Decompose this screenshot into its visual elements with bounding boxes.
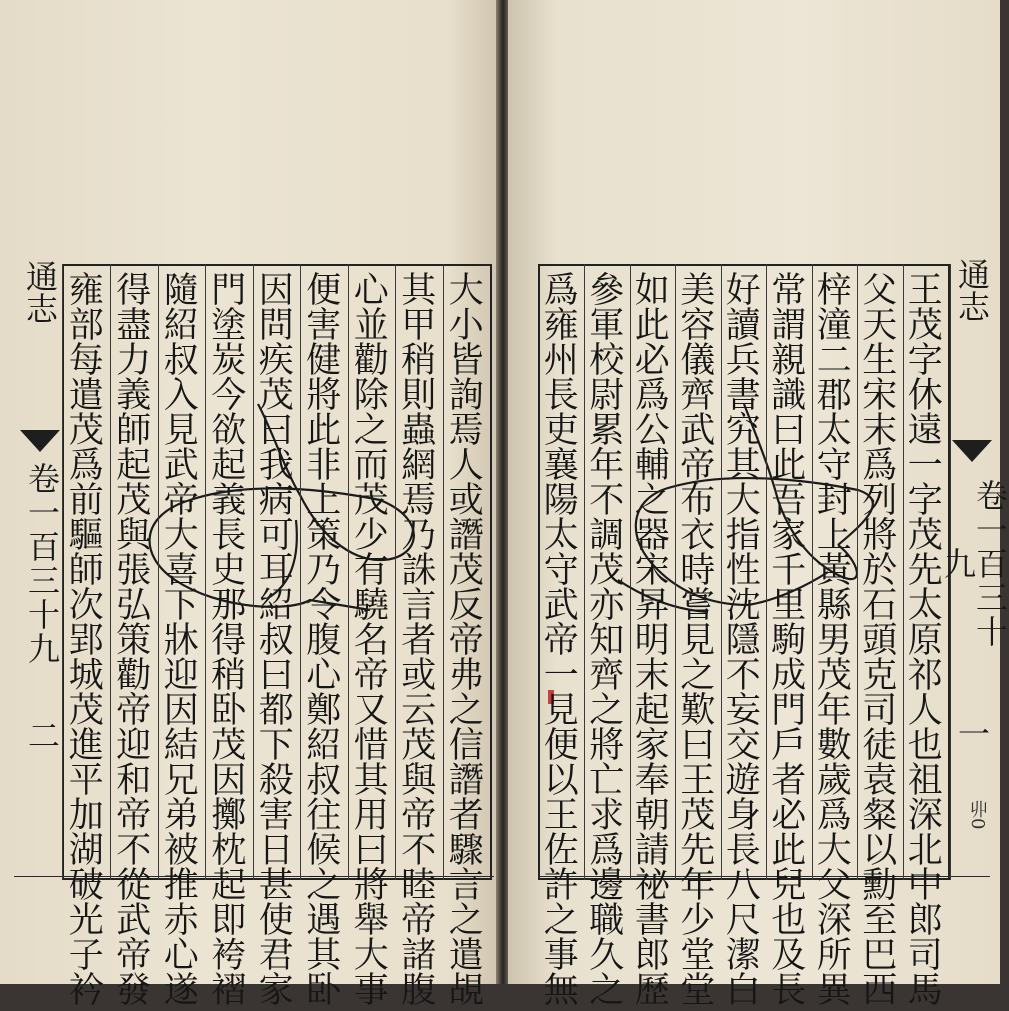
column-divider (766, 264, 767, 880)
margin-volume-text: 卷一百三十九 (23, 462, 61, 666)
column-divider (253, 264, 254, 880)
text-column: 其 甲 稍 則 蟲 網 焉 乃 誅 言 者 或 云 茂 與 帝 不 睦 帝 諸 腹 (401, 271, 437, 1011)
text-column: 如 此 必 爲 公 輔 之 器 宋 昇 明 末 起 家 奉 朝 請 祕 書 郎 歷 (634, 271, 670, 1011)
text-column: 王 茂 字 休 遠 一 字 茂 先 太 原 祁 人 也 祖 深 北 中 郎 司 馬 (907, 271, 943, 1011)
column-divider (721, 264, 722, 880)
margin-title-text: 通志 (953, 258, 991, 322)
text-column: 爲 雍 州 長 吏 襄 陽 太 守 武 帝 一 見 便 以 王 佐 許 之 事 無 (543, 271, 579, 1011)
right-ink-scribble (508, 0, 1000, 1011)
right-margin-pencil-note: 丱0 (967, 800, 988, 830)
column-divider (443, 264, 444, 880)
column-divider (395, 264, 396, 880)
text-column: 便 害 健 將 此 非 上 策 乃 令 腹 心 鄭 紹 叔 往 候 之 遇 其 卧 (306, 271, 342, 1011)
left-ink-scribble (0, 0, 498, 1011)
column-divider (812, 264, 813, 880)
text-column: 隨 紹 叔 入 見 武 帝 大 喜 下 牀 迎 因 結 兄 弟 被 推 赤 心 遂 (163, 271, 199, 1011)
text-column: 參 軍 校 尉 累 年 不 調 茂 亦 知 齊 之 將 亡 求 爲 邊 職 久 之 (589, 271, 625, 1011)
text-column: 父 天 生 宋 末 爲 列 將 於 石 頭 克 司 徒 袁 粲 以 勳 至 巴 西 (862, 271, 898, 1011)
margin-folio-text: 一 (957, 715, 990, 753)
column-divider (903, 264, 904, 880)
column-divider (675, 264, 676, 880)
column-divider (630, 264, 631, 880)
column-divider (110, 264, 111, 880)
text-column: 門 塗 炭 今 欲 起 義 長 史 那 得 稍 卧 茂 因 擲 枕 起 即 袴 褶 (211, 271, 247, 1011)
text-column: 好 讀 兵 書 究 其 大 指 性 沈 隱 不 妄 交 遊 身 長 八 尺 潔 白 (725, 271, 761, 1011)
column-divider (584, 264, 585, 880)
text-column: 心 並 勸 除 之 而 茂 少 有 驍 名 帝 又 惜 其 用 曰 將 舉 大 事 (353, 271, 389, 1011)
right-page (508, 0, 1009, 1011)
text-column: 得 盡 力 義 師 起 茂 與 張 弘 策 勸 帝 迎 和 帝 不 從 武 帝 發 (116, 271, 152, 1011)
column-divider (348, 264, 349, 880)
text-column: 常 謂 親 識 曰 此 吾 家 千 里 駒 成 門 戶 者 必 此 兒 也 及 長 (771, 271, 807, 1011)
margin-title-text: 通志 (21, 260, 59, 324)
column-divider (300, 264, 301, 880)
left-page (0, 0, 498, 1011)
text-column: 美 容 儀 齊 武 帝 布 衣 時 嘗 見 之 歎 曰 王 茂 先 年 少 堂 堂 (680, 271, 716, 1011)
margin-folio-text: 二 (27, 717, 60, 755)
text-column: 因 問 疾 茂 曰 我 病 可 耳 紹 叔 曰 都 下 殺 害 日 甚 使 君 家 (258, 271, 294, 1011)
text-column: 梓 潼 二 郡 太 守 封 上 黃 縣 男 茂 年 數 歲 爲 大 父 深 所 異 (816, 271, 852, 1011)
column-divider (158, 264, 159, 880)
column-divider (857, 264, 858, 880)
margin-volume-text: 卷一百三十九 (939, 479, 1009, 649)
column-divider (205, 264, 206, 880)
text-column: 大 小 皆 詢 焉 人 或 譖 茂 反 帝 弗 之 信 譖 者 驟 言 之 遣 覘 (448, 271, 484, 1011)
text-column: 雍 部 每 遣 茂 爲 前 驅 師 次 郢 城 茂 進 平 加 湖 破 光 子 衿 (68, 271, 104, 1011)
